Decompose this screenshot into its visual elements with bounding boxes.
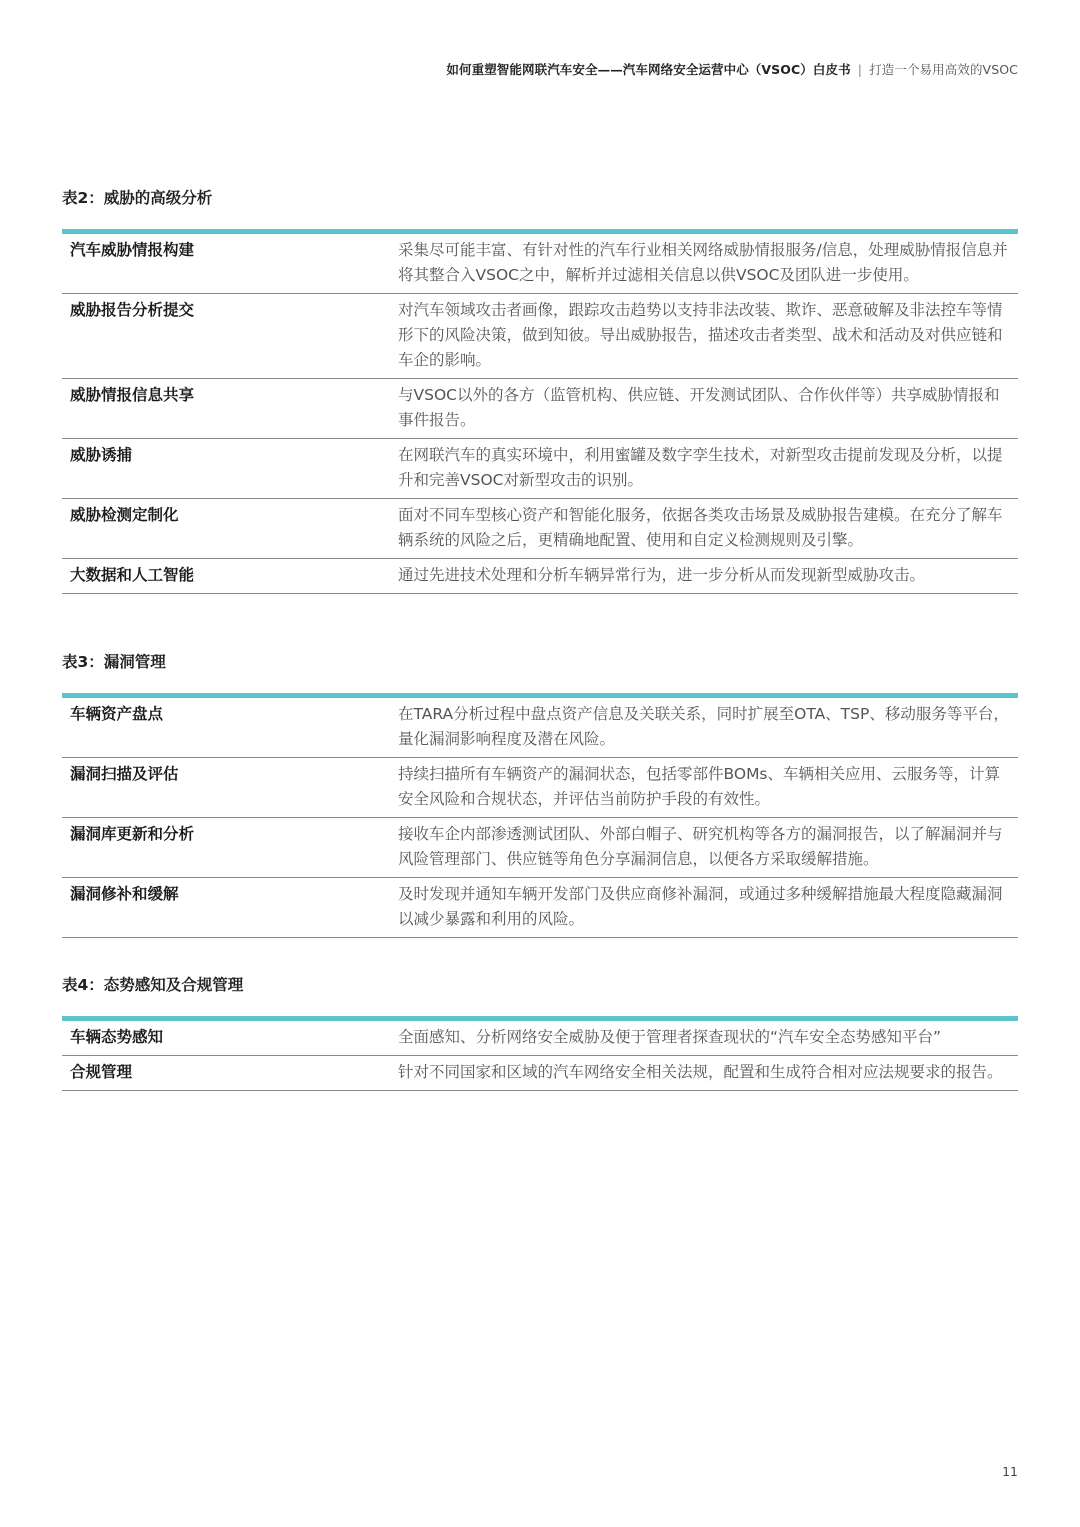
row-description: 对汽车领域攻击者画像，跟踪攻击趋势以支持非法改装、欺诈、恶意破解及非法控车等情形下的风险决策，做到知彼。导出威胁报告，描述攻击者类型、战术和活动及对供应链和车企的影响。: [398, 294, 1018, 379]
table-row: [62, 698, 1018, 758]
row-label: 漏洞库更新和分析: [62, 818, 398, 878]
row-description: 全面感知、分析网络安全威胁及便于管理者探查现状的“汽车安全态势感知平台”: [398, 1021, 1018, 1056]
header-separator: |: [857, 62, 863, 77]
threat-analysis-table: [62, 234, 1018, 594]
running-header: [446, 60, 1018, 78]
table-row: [62, 758, 1018, 818]
table-row: [62, 294, 1018, 379]
header-title: 如何重塑智能网联汽车安全——汽车网络安全运营中心（VSOC）白皮书: [446, 62, 851, 77]
table-4-section: [62, 975, 1018, 1091]
table-3-section: [62, 652, 1018, 938]
table-caption: 表3：漏洞管理: [62, 653, 166, 671]
row-label: 威胁情报信息共享: [62, 379, 398, 439]
row-description: 在TARA分析过程中盘点资产信息及关联关系，同时扩展至OTA、TSP、移动服务等平台，量化漏洞影响程度及潜在风险。: [398, 698, 1018, 758]
row-description: 在网联汽车的真实环境中，利用蜜罐及数字孪生技术，对新型攻击提前发现及分析，以提升和完善VSOC对新型攻击的识别。: [398, 439, 1018, 499]
table-row: [62, 499, 1018, 559]
row-label: 合规管理: [62, 1056, 398, 1091]
vulnerability-management-table: [62, 698, 1018, 938]
row-label: 汽车威胁情报构建: [62, 234, 398, 294]
row-description: 及时发现并通知车辆开发部门及供应商修补漏洞，或通过多种缓解措施最大程度隐藏漏洞以减少暴露和利用的风险。: [398, 878, 1018, 938]
table-row: [62, 1056, 1018, 1091]
table-row: [62, 559, 1018, 594]
situational-awareness-table: [62, 1021, 1018, 1091]
row-label: 威胁报告分析提交: [62, 294, 398, 379]
row-label: 车辆资产盘点: [62, 698, 398, 758]
table-row: [62, 878, 1018, 938]
row-description: 接收车企内部渗透测试团队、外部白帽子、研究机构等各方的漏洞报告，以了解漏洞并与风险管理部门、供应链等角色分享漏洞信息，以便各方采取缓解措施。: [398, 818, 1018, 878]
row-description: 与VSOC以外的各方（监管机构、供应链、开发测试团队、合作伙伴等）共享威胁情报和事件报告。: [398, 379, 1018, 439]
row-label: 威胁检测定制化: [62, 499, 398, 559]
table-row: [62, 1021, 1018, 1056]
row-label: 大数据和人工智能: [62, 559, 398, 594]
row-label: 漏洞修补和缓解: [62, 878, 398, 938]
header-subtitle: 打造一个易用高效的VSOC: [869, 62, 1018, 77]
table-row: [62, 234, 1018, 294]
table-caption: 表4：态势感知及合规管理: [62, 976, 244, 994]
table-row: [62, 439, 1018, 499]
page-number: 11: [1002, 1464, 1018, 1479]
row-label: 威胁诱捕: [62, 439, 398, 499]
table-row: [62, 379, 1018, 439]
row-description: 通过先进技术处理和分析车辆异常行为，进一步分析从而发现新型威胁攻击。: [398, 559, 1018, 594]
row-description: 采集尽可能丰富、有针对性的汽车行业相关网络威胁情报服务/信息，处理威胁情报信息并将其整合入VSOC之中，解析并过滤相关信息以供VSOC及团队进一步使用。: [398, 234, 1018, 294]
row-label: 车辆态势感知: [62, 1021, 398, 1056]
row-description: 针对不同国家和区域的汽车网络安全相关法规，配置和生成符合相对应法规要求的报告。: [398, 1056, 1018, 1091]
table-row: [62, 818, 1018, 878]
table-caption: 表2：威胁的高级分析: [62, 189, 213, 207]
row-description: 面对不同车型核心资产和智能化服务，依据各类攻击场景及威胁报告建模。在充分了解车辆系统的风险之后，更精确地配置、使用和自定义检测规则及引擎。: [398, 499, 1018, 559]
row-description: 持续扫描所有车辆资产的漏洞状态，包括零部件BOMs、车辆相关应用、云服务等，计算安全风险和合规状态，并评估当前防护手段的有效性。: [398, 758, 1018, 818]
row-label: 漏洞扫描及评估: [62, 758, 398, 818]
table-2-section: [62, 188, 1018, 594]
